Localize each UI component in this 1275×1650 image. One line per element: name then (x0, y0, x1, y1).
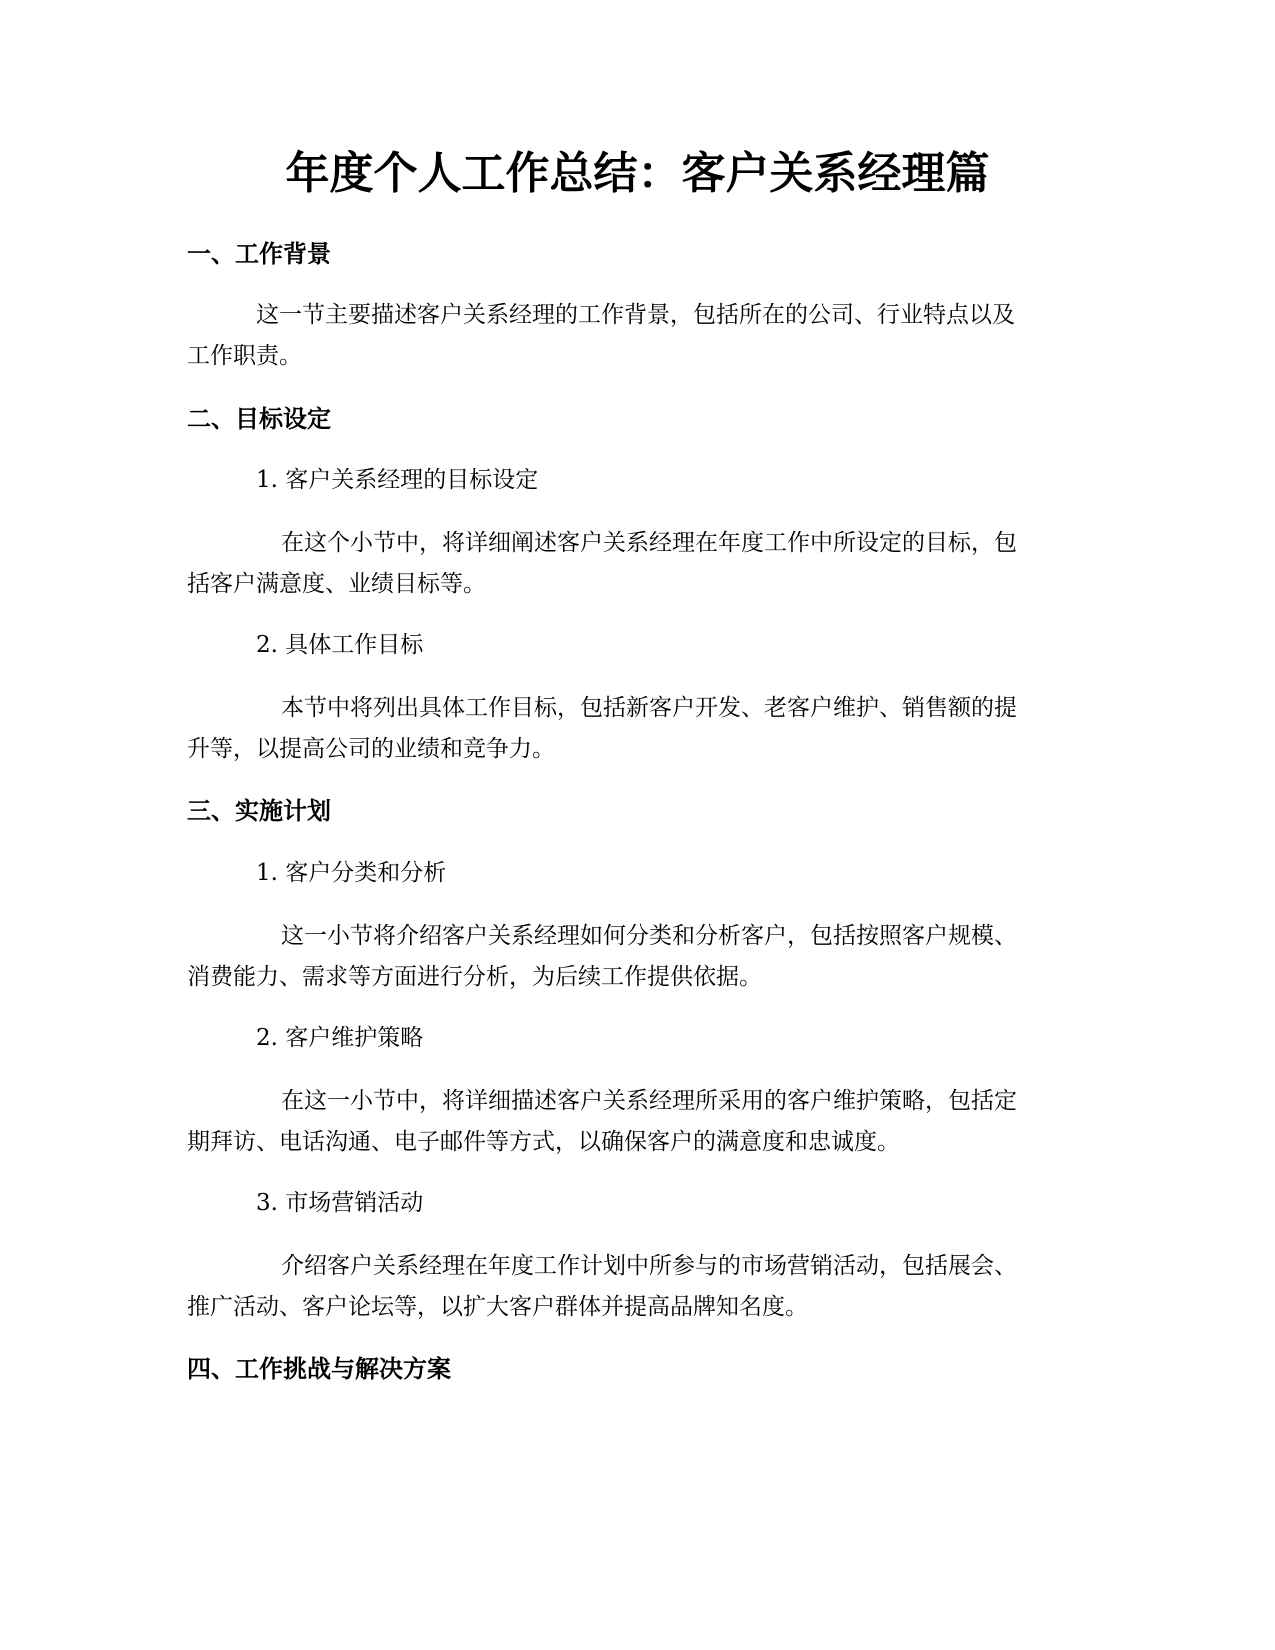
paragraph-line: 消费能力、需求等方面进行分析，为后续工作提供依据。 (187, 964, 762, 990)
paragraph-line: 括客户满意度、业绩目标等。 (187, 571, 486, 597)
section-heading: 三、实施计划 (187, 797, 331, 825)
paragraph-line: 这一小节将介绍客户关系经理如何分类和分析客户，包括按照客户规模、 (281, 923, 1017, 949)
section-heading: 四、工作挑战与解决方案 (187, 1355, 451, 1383)
section-heading: 一、工作背景 (187, 240, 331, 268)
list-item-label: 3. 市场营销活动 (256, 1190, 424, 1216)
paragraph-line: 在这一小节中，将详细描述客户关系经理所采用的客户维护策略，包括定 (281, 1088, 1017, 1114)
document-title: 年度个人工作总结：客户关系经理篇 (285, 148, 990, 199)
paragraph-line: 工作职责。 (187, 343, 302, 369)
paragraph-line: 推广活动、客户论坛等，以扩大客户群体并提高品牌知名度。 (187, 1294, 808, 1320)
list-item-label: 1. 客户关系经理的目标设定 (256, 467, 539, 493)
paragraph-line: 期拜访、电话沟通、电子邮件等方式，以确保客户的满意度和忠诚度。 (187, 1129, 900, 1155)
paragraph-line: 这一节主要描述客户关系经理的工作背景，包括所在的公司、行业特点以及 (256, 302, 1015, 328)
list-item-label: 2. 具体工作目标 (256, 632, 424, 658)
paragraph-line: 本节中将列出具体工作目标，包括新客户开发、老客户维护、销售额的提 (281, 695, 1017, 721)
section-heading: 二、目标设定 (187, 405, 331, 433)
paragraph-line: 在这个小节中，将详细阐述客户关系经理在年度工作中所设定的目标，包 (281, 530, 1017, 556)
list-item-label: 1. 客户分类和分析 (256, 860, 447, 886)
paragraph-line: 介绍客户关系经理在年度工作计划中所参与的市场营销活动，包括展会、 (281, 1253, 1017, 1279)
paragraph-line: 升等，以提高公司的业绩和竞争力。 (187, 736, 555, 762)
list-item-label: 2. 客户维护策略 (256, 1025, 424, 1051)
